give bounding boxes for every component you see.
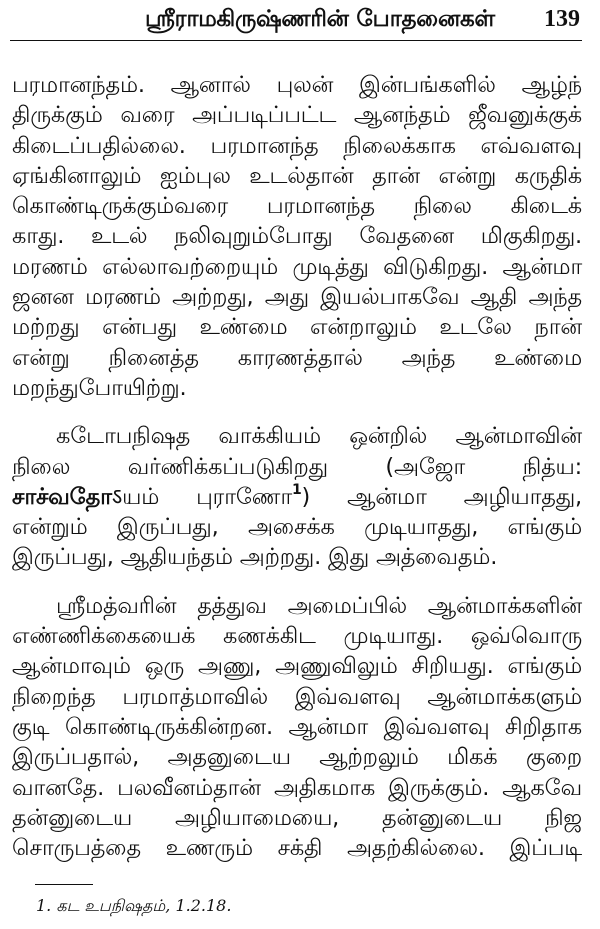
text-line: என்றும் இருப்பது, அசைக்க முடியாதது, எங்கும் <box>12 514 582 541</box>
body-text <box>12 70 582 863</box>
text-line: தன்னுடைய அழியாமையை, தன்னுடைய நிஜ <box>12 804 582 831</box>
text-line: ஆன்மாவும் ஒரு அணு, அணுவிலும் சிறியது. எங்கும் <box>12 653 582 680</box>
text-line: மரணம் எல்லாவற்றையும் முடித்து விடுகிறது. ஆன்மா <box>12 253 582 280</box>
running-title: ஸ்ரீராமகிருஷ்ணரின் போதனைகள் <box>145 6 495 32</box>
text-line: ஸ்ரீமத்வரின் தத்துவ அமைப்பில் ஆன்மாக்களின் <box>56 592 582 619</box>
paragraph-1 <box>12 70 582 403</box>
text-line-with-footnote <box>12 482 582 512</box>
footnote: 1. கட உபநிஷதம், 1.2.18. <box>36 896 232 915</box>
text-line: கிடைப்பதில்லை. பரமானந்த நிலைக்காக எவ்வளவு <box>12 132 582 159</box>
text-continuation: ) ஆன்மா அழியாதது, <box>301 483 582 510</box>
paragraph-3 <box>12 591 582 864</box>
text-line: வானதே. பலவீனம்தான் அதிகமாக இருக்கும். ஆகவே <box>12 774 582 801</box>
text-line: நிறைந்த பரமாத்மாவில் இவ்வளவு ஆன்மாக்களும் <box>12 683 582 710</box>
text-line: எண்ணிக்கையைக் கணக்கிட முடியாது. ஒவ்வொரு <box>12 623 582 650</box>
text-line: இருப்பது, ஆதியந்தம் அற்றது. இது அத்வைதம். <box>12 544 498 571</box>
page-header <box>10 4 582 38</box>
footnote-rule <box>35 884 93 885</box>
text-line: கொண்டிருக்கும்வரை பரமானந்த நிலை கிடைக் <box>12 193 582 220</box>
text-line: சொருபத்தை உணரும் சக்தி அதற்கில்லை. இப்படி <box>12 835 582 862</box>
text-line: ஜனன மரணம் அற்றது, அது இயல்பாகவே ஆதி அந்த <box>12 284 582 311</box>
text-line: குடி கொண்டிருக்கின்றன. ஆன்மா இவ்வளவு சிறிதாக <box>12 713 582 740</box>
page-number: 139 <box>544 6 580 32</box>
text-line: கடோபநிஷத வாக்கியம் ஒன்றில் ஆன்மாவின் <box>56 423 582 450</box>
text-line: காது. உடல் நலிவுறும்போது வேதனை மிகுகிறது. <box>12 223 582 250</box>
text-line: ஏங்கினாலும் ஐம்புல உடல்தான் தான் என்று கருதிக் <box>12 162 582 189</box>
text-line: திருக்கும் வரை அப்படிப்பட்ட ஆனந்தம் ஜீவனுக்குக் <box>12 102 582 129</box>
text-line: இருப்பதால், அதனுடைய ஆற்றலும் மிகக் குறை <box>12 744 582 771</box>
sanskrit-text: ऽயம் புராணோ <box>111 483 292 510</box>
text-line: மற்றது என்பது உண்மை என்றாலும் உடலே நான் <box>12 314 582 341</box>
text-line: பரமானந்தம். ஆனால் புலன் இன்பங்களில் ஆழ்ந் <box>12 72 582 98</box>
paragraph-2 <box>12 421 582 572</box>
sanskrit-bold-text: சாச்வதோ <box>12 483 112 510</box>
footnote-marker: 1 <box>292 481 302 498</box>
header-rule <box>10 40 582 41</box>
text-line: நிலை வர்ணிக்கப்படுகிறது (அஜோ நித்ய: <box>12 453 582 480</box>
text-line: என்று நினைத்த காரணத்தால் அந்த உண்மை <box>12 344 582 371</box>
text-line: மறந்துபோயிற்று. <box>12 374 187 401</box>
